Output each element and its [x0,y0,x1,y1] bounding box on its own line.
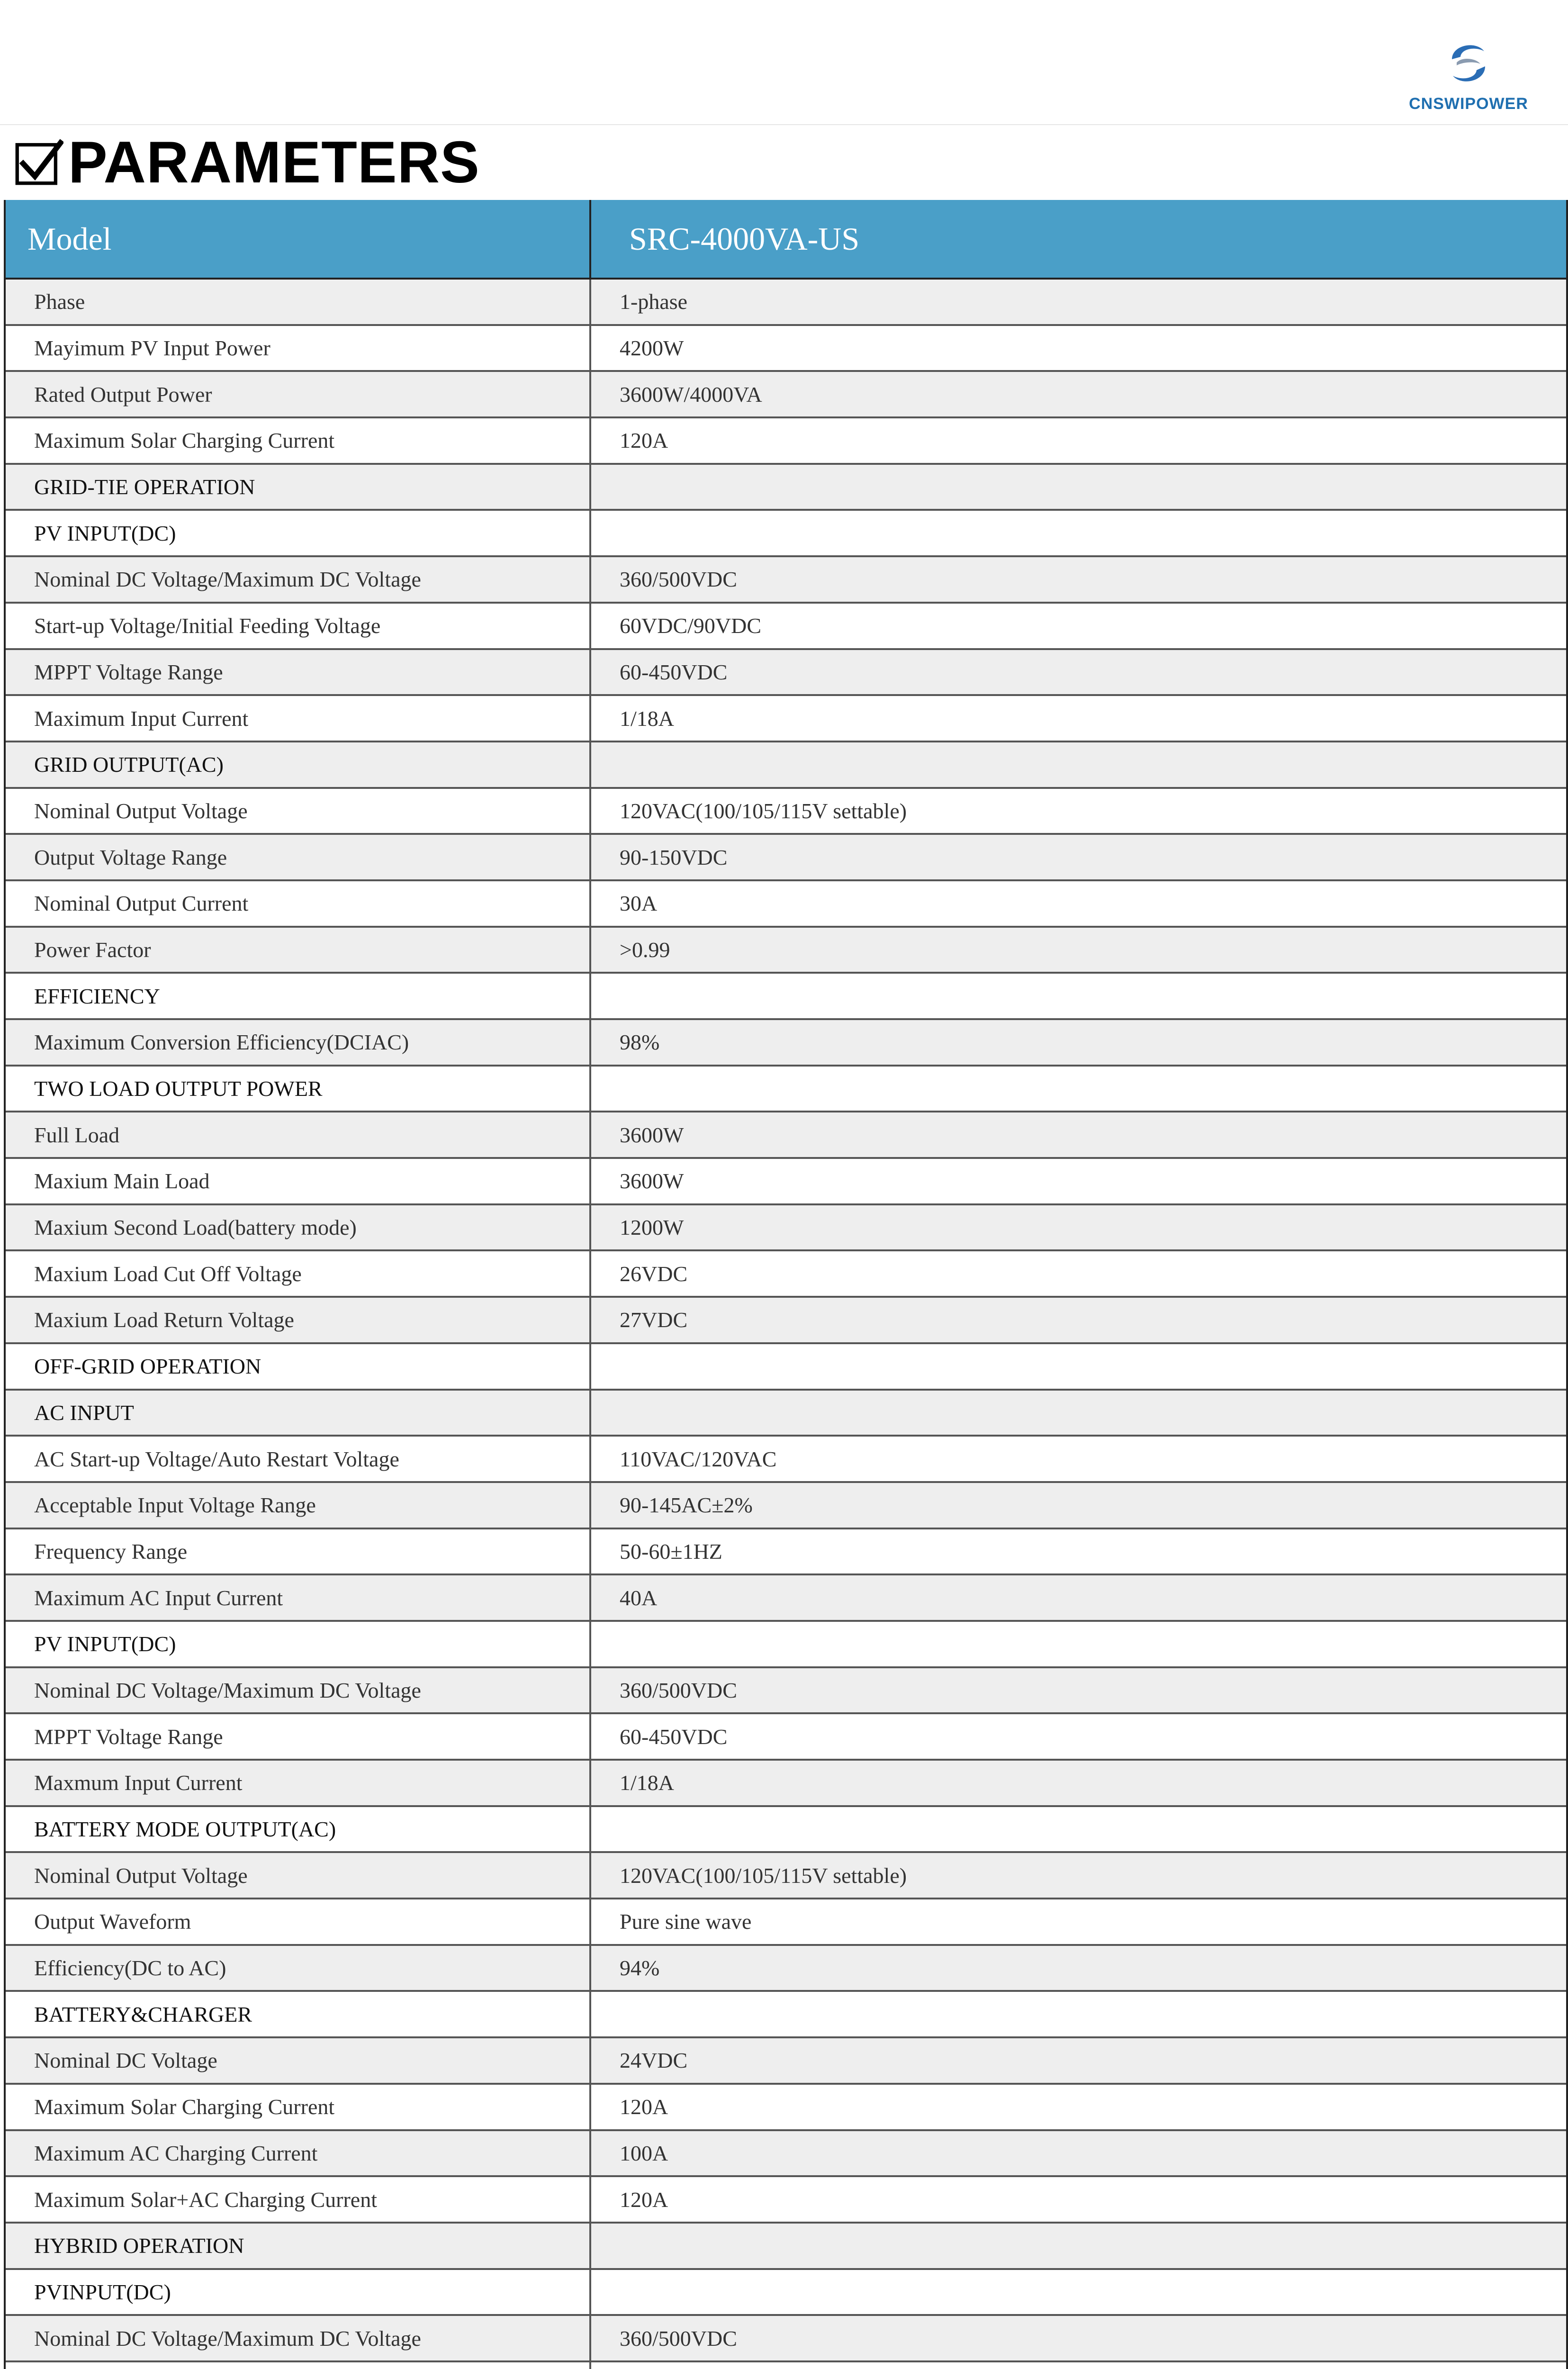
row-label: GRID OUTPUT(AC) [6,742,591,787]
row-label: OFF-GRID OPERATION [6,1344,591,1389]
row-label: Maxmum Input Current [6,1761,591,1805]
table-row [6,2362,1566,2369]
page-heading [14,132,480,193]
table-row [6,511,1566,557]
table-row [6,835,1566,881]
table-row [6,696,1566,742]
row-value: >0.99 [620,937,670,962]
table-row [6,1067,1566,1113]
table-row [6,789,1566,835]
table-row [6,1344,1566,1391]
row-value [591,974,1566,1018]
row-label: Maximum Conversion Efficiency(DCIAC) [6,1020,591,1065]
table-row [6,1112,1566,1159]
brand-bar [0,0,1568,125]
table-row [6,1020,1566,1067]
row-label: Maxium Load Return Voltage [6,1298,591,1342]
row-value: 3600W/4000VA [620,382,762,407]
table-row [6,1807,1566,1854]
row-value [591,1992,1566,2036]
row-value [591,1807,1566,1852]
row-value: 360/500VDC [620,1678,737,1702]
checkbox-checked-icon [14,138,63,187]
row-value: 40A [620,1585,658,1610]
table-row [6,1391,1566,1437]
row-label: Nominal Output Current [6,881,591,926]
row-label: HYBRID OPERATION [6,2224,591,2268]
table-row [6,2085,1566,2131]
row-label: EFFICIENCY [6,974,591,1018]
row-value: 1/18A [620,1771,674,1795]
row-value [591,2224,1566,2268]
row-value: 120A [620,2095,668,2119]
row-value: 110VAC/120VAC [620,1447,777,1471]
row-label: Maximum Input Current [6,696,591,741]
table-row [6,1668,1566,1715]
brand-logo [1397,38,1540,123]
table-row [6,557,1566,604]
row-value: 60VDC/90VDC [620,614,762,638]
row-label: Start-up Voltage/Initial Feeding Voltage [6,604,591,648]
row-label: GRID-TIE OPERATION [6,465,591,509]
row-label: Output Voltage Range [6,835,591,879]
row-value: 120A [620,2187,668,2212]
table-row [6,1714,1566,1761]
table-row [6,1899,1566,1946]
table-row [6,372,1566,418]
row-label: Power Factor [6,928,591,972]
table-row [6,1622,1566,1668]
row-value: 3600W [620,1122,684,1147]
row-value: 98% [620,1030,660,1055]
row-value [591,511,1566,555]
page-title: PARAMETERS [68,130,480,195]
row-value [591,1067,1566,1111]
row-value [591,1391,1566,1435]
brand-name: CNSWIPOWER [1409,95,1528,113]
row-label: Nominal Output Voltage [6,789,591,833]
row-label: Output Waveform [6,1899,591,1944]
table-row [6,418,1566,465]
parameters-table [4,200,1568,2369]
table-row [6,1205,1566,1252]
row-label: Mayimum PV Input Power [6,326,591,371]
row-value [591,2270,1566,2315]
row-value: 360/500VDC [620,2326,737,2351]
table-row [6,2224,1566,2270]
row-label: Maxium Second Load(battery mode) [6,1205,591,1250]
table-row [6,1992,1566,2038]
table-row [6,1761,1566,1807]
row-label: MPPT Voltage Range [6,1714,591,1759]
table-row [6,1298,1566,1344]
table-row [6,1853,1566,1899]
row-label: Maxium Load Cut Off Voltage [6,1251,591,1296]
row-value: 24VDC [620,2048,688,2073]
row-label: Phase [6,280,591,324]
table-row [6,974,1566,1020]
table-row [6,2270,1566,2316]
table-row [6,2177,1566,2224]
model-label: Model [6,200,591,278]
row-value: 94% [620,1956,660,1980]
row-label: Nominal DC Voltage/Maximum DC Voltage [6,2316,591,2360]
row-value: 30A [620,891,658,916]
row-value: 4200W [620,336,684,361]
table-row [6,928,1566,974]
row-label: MPPT Voltage Range [6,650,591,695]
table-row [6,1251,1566,1298]
row-value: 90-145AC±2% [620,1493,753,1518]
row-value: 360/500VDC [620,567,737,592]
row-value: 60-450VDC [620,1724,728,1749]
table-row [6,1159,1566,1205]
row-label: Maxium Main Load [6,1159,591,1203]
table-row [6,2316,1566,2362]
swirl-logo-icon [1442,38,1495,90]
row-label: TWO LOAD OUTPUT POWER [6,1067,591,1111]
row-label: AC Start-up Voltage/Auto Restart Voltage [6,1437,591,1481]
row-value [591,2362,1566,2369]
table-row [6,1483,1566,1529]
row-label: Efficiency(DC to AC) [6,1946,591,1990]
row-value [591,1344,1566,1389]
row-value: 3600W [620,1169,684,1194]
row-value: 120VAC(100/105/115V settable) [620,1863,907,1888]
row-label: Rated Output Power [6,372,591,416]
row-value: 1-phase [620,289,688,314]
row-label: PV INPUT(DC) [6,511,591,555]
row-label: PVINPUT(DC) [6,2270,591,2315]
row-label: Nominal DC Voltage [6,2038,591,2083]
row-value: 120VAC(100/105/115V settable) [620,798,907,823]
row-label: Maximum AC Charging Current [6,2131,591,2176]
row-label: BATTERY MODE OUTPUT(AC) [6,1807,591,1852]
row-value: 100A [620,2141,668,2165]
table-row [6,1946,1566,1992]
table-body [6,280,1566,2369]
row-label: Maximum Solar Charging Current [6,418,591,463]
row-label: AC INPUT [6,1391,591,1435]
row-label: Maximum Solar Charging Current [6,2085,591,2129]
model-value: SRC-4000VA-US [629,220,860,257]
row-label: Frequency Range [6,1529,591,1574]
table-row [6,1529,1566,1576]
row-label: Maximum AC Input Current [6,1575,591,1620]
table-row [6,1437,1566,1483]
row-label: Nominal DC Voltage/Maximum DC Voltage [6,557,591,602]
table-row [6,280,1566,326]
table-row [6,881,1566,928]
row-label: Nominal Output Voltage [6,1853,591,1898]
table-row [6,465,1566,511]
row-value: 90-150VDC [620,845,728,869]
row-value: 1200W [620,1215,684,1240]
table-row [6,2038,1566,2085]
row-value [591,1622,1566,1666]
row-value: 60-450VDC [620,660,728,684]
table-header-row [6,200,1566,280]
table-row [6,604,1566,650]
row-label: PV INPUT(DC) [6,1622,591,1666]
row-value: 1/18A [620,706,674,731]
row-label: Full Load [6,1112,591,1157]
table-row [6,1575,1566,1622]
table-row [6,742,1566,789]
row-label [6,2362,591,2369]
row-label: Nominal DC Voltage/Maximum DC Voltage [6,1668,591,1713]
row-value: Pure sine wave [620,1909,752,1934]
row-value: 26VDC [620,1261,688,1286]
table-row [6,2131,1566,2178]
row-value: 50-60±1HZ [620,1539,722,1564]
row-label: Acceptable Input Voltage Range [6,1483,591,1528]
table-row [6,326,1566,372]
row-label: Maximum Solar+AC Charging Current [6,2177,591,2222]
row-value [591,742,1566,787]
row-label: BATTERY&CHARGER [6,1992,591,2036]
row-value: 120A [620,428,668,453]
table-row [6,650,1566,696]
row-value: 27VDC [620,1308,688,1332]
row-value [591,465,1566,509]
